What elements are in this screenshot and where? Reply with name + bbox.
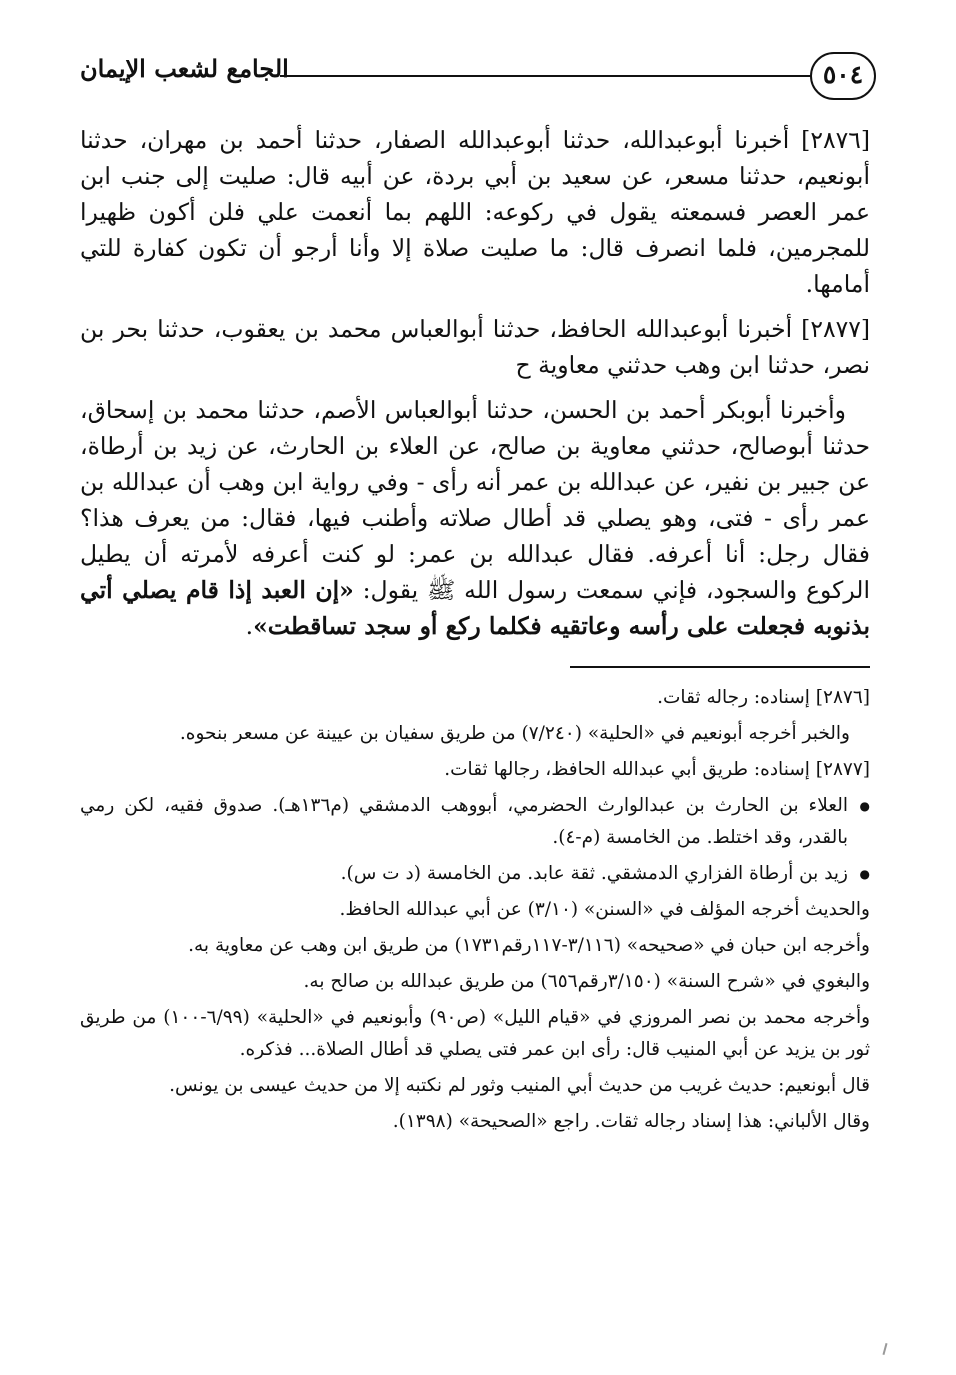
footnote-2876-heading: [٢٨٧٦] إسناده: رجاله ثقات. [657, 687, 870, 708]
footnote-2877-line-5: قال أبونعيم: حديث غريب من حديث أبي المنيب وثور لم نكتبه إلا من حديث عيسى بن يونس. [169, 1075, 870, 1096]
hadith-paragraph-2876: [٢٨٧٦] أخبرنا أبوعبدالله، حدثنا أبوعبدالله الصفار، حدثنا أحمد بن مهران، حدثنا أبونعيم، حدثنا مسعر، عن سعيد بن أبي بردة، عن أبيه قال: صليت إلى جنب ابن عمر العصر فسمعته يقول في ركوعه: اللهم بما أنعمت علي فلن أكون ظهيرا للمجرمين، فلما انصرف قال: ما صليت صلاة إلا وأنا أرجو أن تكون كفارة للتي أمامها. [80, 126, 870, 298]
main-text [80, 122, 870, 644]
footnote-narrator-zayd: ● زيد بن أرطاة الفزاري الدمشقي. ثقة عابد. من الخامسة (د ت س). [80, 858, 870, 890]
footnotes [80, 682, 870, 1138]
scan-mark [882, 1343, 887, 1355]
footnote-2877-heading: [٢٨٧٧] إسناده: طريق أبي عبدالله الحافظ، رجالها ثقات. [444, 759, 870, 780]
running-header [80, 48, 870, 108]
book-page [80, 48, 870, 1142]
hadith-paragraph-2877-cont [80, 392, 870, 644]
header-rule [280, 75, 812, 77]
book-title: الجامع لشعب الإيمان [80, 54, 289, 83]
footnote-2876-text: والخبر أخرجه أبونعيم في «الحلية» (٧/٢٤٠) من طريق سفيان بن عيينة عن مسعر بنحوه. [179, 723, 850, 744]
footnote-2877-line-2: وأخرجه ابن حبان في «صحيحه» (٣/١١٦-١١٧رقم١٧٣١) من طريق ابن وهب عن معاوية به. [188, 935, 870, 956]
saying-end: . [245, 612, 254, 640]
footnote-2877-line-1: والحديث أخرجه المؤلف في «السنن» (٣/١٠) عن أبي عبدالله الحافظ. [339, 899, 870, 920]
hadith-paragraph-2877: [٢٨٧٧] أخبرنا أبوعبدالله الحافظ، حدثنا أبوالعباس محمد بن يعقوب، حدثنا بحر بن نصر، حدثنا ابن وهب حدثني معاوية ح [80, 315, 870, 379]
page-number: ٥٠٤ [810, 52, 876, 100]
prophetic-saying: «إن العبد إذا قام يصلي أتي بذنوبه فجعلت على رأسه وعاتقيه فكلما ركع أو سجد تساقطت» [80, 576, 870, 640]
footnote-2877-line-6: وقال الألباني: هذا إسناد رجاله ثقات. راجع «الصحيحة» (١٣٩٨). [392, 1111, 870, 1132]
footnote-2877-line-4: وأخرجه محمد بن نصر المروزي في «قيام الليل» (ص٩٠) وأبونعيم في «الحلية» (٦/٩٩-١٠٠) من طريق ثور بن يزيد عن أبي المنيب قال: رأى ابن عمر فتى يصلي قد أطال الصلاة... فذكره. [80, 1007, 871, 1060]
footnote-2877-line-3: والبغوي في «شرح السنة» (٣/١٥٠رقم٦٥٦) من طريق عبدالله بن صالح به. [303, 971, 870, 992]
footnote-narrator-alaa: ● العلاء بن الحارث بن عبدالوارث الحضرمي، أبووهب الدمشقي (م١٣٦هـ). صدوق فقيه، لكن رمي بالقدر، وقد اختلط. من الخامسة (م-٤). [80, 790, 870, 854]
narration-text: وأخبرنا أبوبكر أحمد بن الحسن، حدثنا أبوالعباس الأصم، حدثنا محمد بن إسحاق، حدثنا أبوصالح، حدثني معاوية بن صالح، عن العلاء بن الحارث، عن زيد بن أرطاة، عن جبير بن نفير، عن عبدالله بن عمر أنه رأى - وفي رواية ابن وهب أن عبدالله بن عمر رأى - فتى، وهو يصلي قد أطال صلاته وأطنب فيها، فقال: من يعرف هذا؟ فقال رجل: أنا أعرفه. فقال عبدالله بن عمر: لو كنت أعرفه لأمرته أن يطيل الركوع والسجود، فإني سمعت رسول الله ﷺ يقول: [80, 396, 870, 604]
footnote-separator [570, 666, 870, 668]
